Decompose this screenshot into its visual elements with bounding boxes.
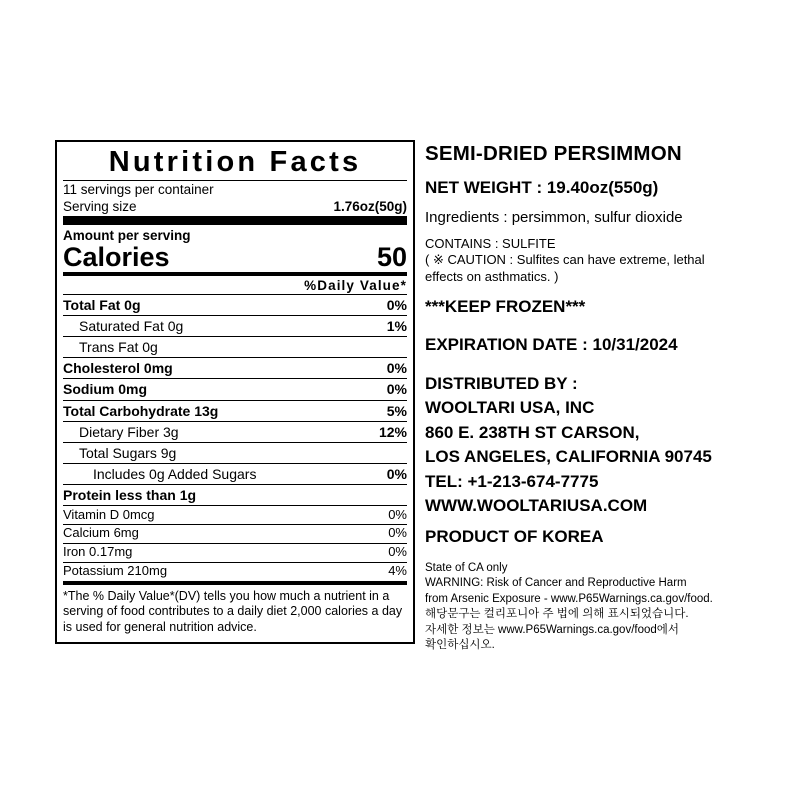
nutrient-rows bbox=[63, 295, 407, 506]
table-row bbox=[63, 358, 407, 379]
caution-line-2: effects on asthmatics. ) bbox=[425, 269, 559, 284]
expiration-date: EXPIRATION DATE : 10/31/2024 bbox=[425, 335, 678, 354]
calories-label: Calories bbox=[63, 241, 170, 272]
nutrient-label: Total Carbohydrate 13g bbox=[63, 402, 219, 419]
calories-row bbox=[63, 241, 407, 272]
nutrient-label: Includes 0g Added Sugars bbox=[93, 465, 257, 482]
nutrient-dv: 0% bbox=[386, 297, 407, 314]
nutrient-label: Trans Fat 0g bbox=[79, 339, 158, 356]
table-row bbox=[63, 506, 407, 525]
prop65-line-2: WARNING: Risk of Cancer and Reproductive Harm bbox=[425, 577, 687, 590]
table-row bbox=[63, 316, 407, 337]
vitamin-dv: 0% bbox=[388, 544, 407, 560]
amount-per-serving-label: Amount per serving bbox=[63, 228, 191, 244]
divider-thick-1 bbox=[63, 216, 407, 225]
address-line-2: LOS ANGELES, CALIFORNIA 90745 bbox=[425, 447, 712, 467]
ingredients: Ingredients : persimmon, sulfur dioxide bbox=[425, 209, 683, 226]
table-row bbox=[63, 295, 407, 316]
nutrient-dv: 0% bbox=[386, 465, 407, 482]
table-row bbox=[63, 422, 407, 443]
vitamin-dv: 0% bbox=[388, 506, 407, 522]
calories-value: 50 bbox=[376, 241, 407, 272]
prop65-warning bbox=[425, 561, 775, 654]
telephone: TEL: +1-213-674-7775 bbox=[425, 471, 599, 491]
daily-value-footnote: *The % Daily Value*(DV) tells you how much a nutrient in a serving of food contributes to a daily diet 2,000 calories a day is used for general nutrition advice. bbox=[63, 588, 403, 634]
spacer bbox=[425, 520, 775, 527]
vitamin-dv: 4% bbox=[388, 563, 407, 579]
table-row bbox=[63, 401, 407, 422]
nutrition-facts-panel bbox=[55, 140, 415, 644]
address-line-1: 860 E. 238TH ST CARSON, bbox=[425, 422, 640, 442]
nutrient-label: Cholesterol 0mg bbox=[63, 360, 173, 377]
nutrient-label: Protein less than 1g bbox=[63, 486, 197, 503]
nutrient-label: Total Sugars 9g bbox=[79, 444, 177, 461]
serving-size-row bbox=[63, 198, 407, 217]
nutrient-dv: 0% bbox=[386, 381, 407, 398]
spacer bbox=[425, 328, 775, 335]
nutrient-label: Total Fat 0g bbox=[63, 297, 141, 314]
prop65-line-3: from Arsenic Exposure - www.P65Warnings.ca.gov/food. bbox=[425, 592, 713, 605]
nutrient-dv: 0% bbox=[386, 360, 407, 377]
product-origin: PRODUCT OF KOREA bbox=[425, 526, 604, 546]
table-row bbox=[63, 443, 407, 464]
vitamin-rows bbox=[63, 506, 407, 581]
prop65-line-4: 해당문구는 컬리포니아 주 법에 의해 표시되었습니다. bbox=[425, 608, 689, 621]
table-row bbox=[63, 525, 407, 544]
spacer bbox=[425, 366, 775, 373]
product-name: SEMI-DRIED PERSIMMON bbox=[425, 142, 682, 165]
prop65-line-1: State of CA only bbox=[425, 561, 508, 574]
daily-value-header: %Daily Value* bbox=[304, 277, 407, 293]
servings-per-container: 11 servings per container bbox=[63, 182, 214, 197]
serving-size-label: Serving size bbox=[63, 198, 137, 214]
prop65-line-5: 자세한 정보는 www.P65Warnings.ca.gov/food에서 bbox=[425, 623, 679, 636]
vitamin-dv: 0% bbox=[388, 525, 407, 541]
website[interactable]: WWW.WOOLTARIUSA.COM bbox=[425, 496, 648, 516]
vitamin-label: Calcium 6mg bbox=[63, 525, 139, 541]
nutrient-label: Dietary Fiber 3g bbox=[79, 423, 179, 440]
contains-statement: CONTAINS : SULFITE bbox=[425, 236, 556, 251]
nutrient-dv: 5% bbox=[386, 402, 407, 419]
nutrient-dv: 1% bbox=[386, 318, 407, 335]
nutrient-label: Sodium 0mg bbox=[63, 381, 148, 398]
table-row bbox=[63, 485, 407, 506]
table-row bbox=[63, 563, 407, 581]
net-weight: NET WEIGHT : 19.40oz(550g) bbox=[425, 178, 659, 197]
vitamin-label: Iron 0.17mg bbox=[63, 544, 133, 560]
prop65-line-6: 확인하십시오. bbox=[425, 639, 495, 652]
nutrient-label: Saturated Fat 0g bbox=[79, 318, 184, 335]
nutrient-dv: 12% bbox=[378, 423, 407, 440]
product-info-column bbox=[425, 142, 775, 654]
table-row bbox=[63, 379, 407, 400]
table-row bbox=[63, 464, 407, 485]
spacer bbox=[425, 285, 775, 297]
serving-size-value: 1.76oz(50g) bbox=[333, 198, 407, 214]
table-row bbox=[63, 337, 407, 358]
vitamin-label: Potassium 210mg bbox=[63, 563, 168, 579]
nutrition-facts-title: Nutrition Facts bbox=[108, 146, 362, 178]
caution-line-1: ( ※ CAUTION : Sulfites can have extreme, lethal bbox=[425, 252, 705, 267]
vitamin-label: Vitamin D 0mcg bbox=[63, 506, 155, 522]
keep-frozen-notice: ***KEEP FROZEN*** bbox=[425, 297, 586, 316]
company-name: WOOLTARI USA, INC bbox=[425, 398, 595, 418]
table-row bbox=[63, 544, 407, 563]
distributed-by-label: DISTRIBUTED BY : bbox=[425, 374, 578, 393]
